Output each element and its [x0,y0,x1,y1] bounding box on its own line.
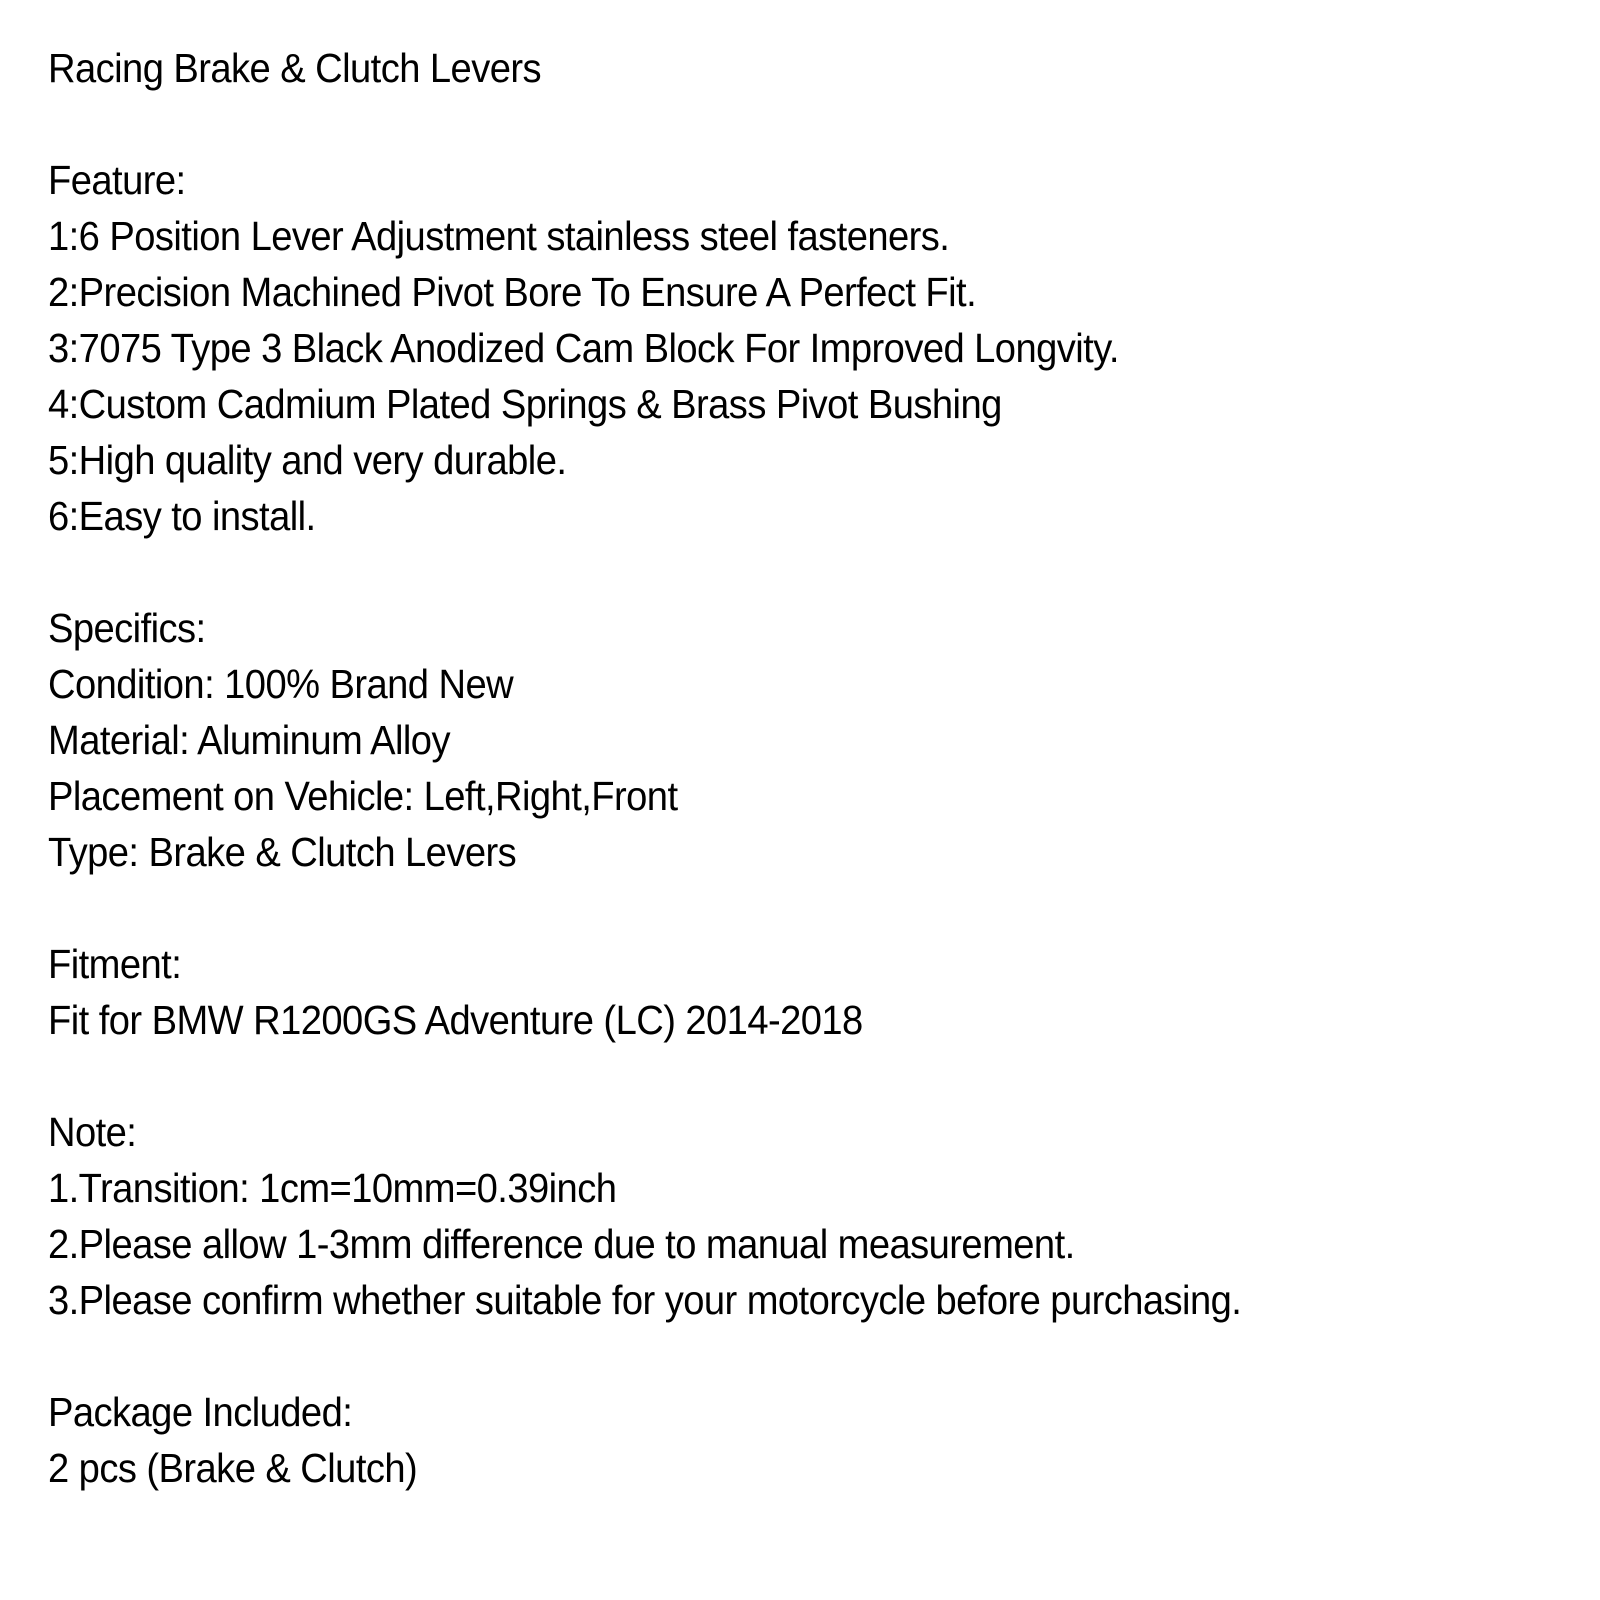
note-section [48,1104,1462,1328]
specifics-item: Condition: 100% Brand New [48,661,514,707]
feature-item: 3:7075 Type 3 Black Anodized Cam Block For Improved Longvity. [48,325,1119,371]
package-item: 2 pcs (Brake & Clutch) [48,1445,418,1491]
specifics-item: Placement on Vehicle: Left,Right,Front [48,773,678,819]
note-heading: Note: [48,1109,137,1155]
feature-item: 4:Custom Cadmium Plated Springs & Brass Pivot Bushing [48,381,1002,427]
specifics-item: Material: Aluminum Alloy [48,717,450,763]
note-item: 1.Transition: 1cm=10mm=0.39inch [48,1165,617,1211]
specifics-heading: Specifics: [48,605,206,651]
package-heading: Package Included: [48,1389,353,1435]
product-description [48,40,1462,1496]
specifics-item: Type: Brake & Clutch Levers [48,829,517,875]
fitment-heading: Fitment: [48,941,182,987]
specifics-section [48,600,1462,880]
feature-item: 2:Precision Machined Pivot Bore To Ensure A Perfect Fit. [48,269,977,315]
feature-heading: Feature: [48,157,186,203]
feature-item: 1:6 Position Lever Adjustment stainless steel fasteners. [48,213,950,259]
feature-item: 6:Easy to install. [48,493,316,539]
fitment-section [48,936,1462,1048]
feature-section [48,152,1462,544]
note-item: 3.Please confirm whether suitable for your motorcycle before purchasing. [48,1277,1242,1323]
package-section [48,1384,1462,1496]
note-item: 2.Please allow 1-3mm difference due to manual measurement. [48,1221,1075,1267]
feature-item: 5:High quality and very durable. [48,437,567,483]
fitment-item: Fit for BMW R1200GS Adventure (LC) 2014-2018 [48,997,863,1043]
page-title: Racing Brake & Clutch Levers [48,45,542,91]
